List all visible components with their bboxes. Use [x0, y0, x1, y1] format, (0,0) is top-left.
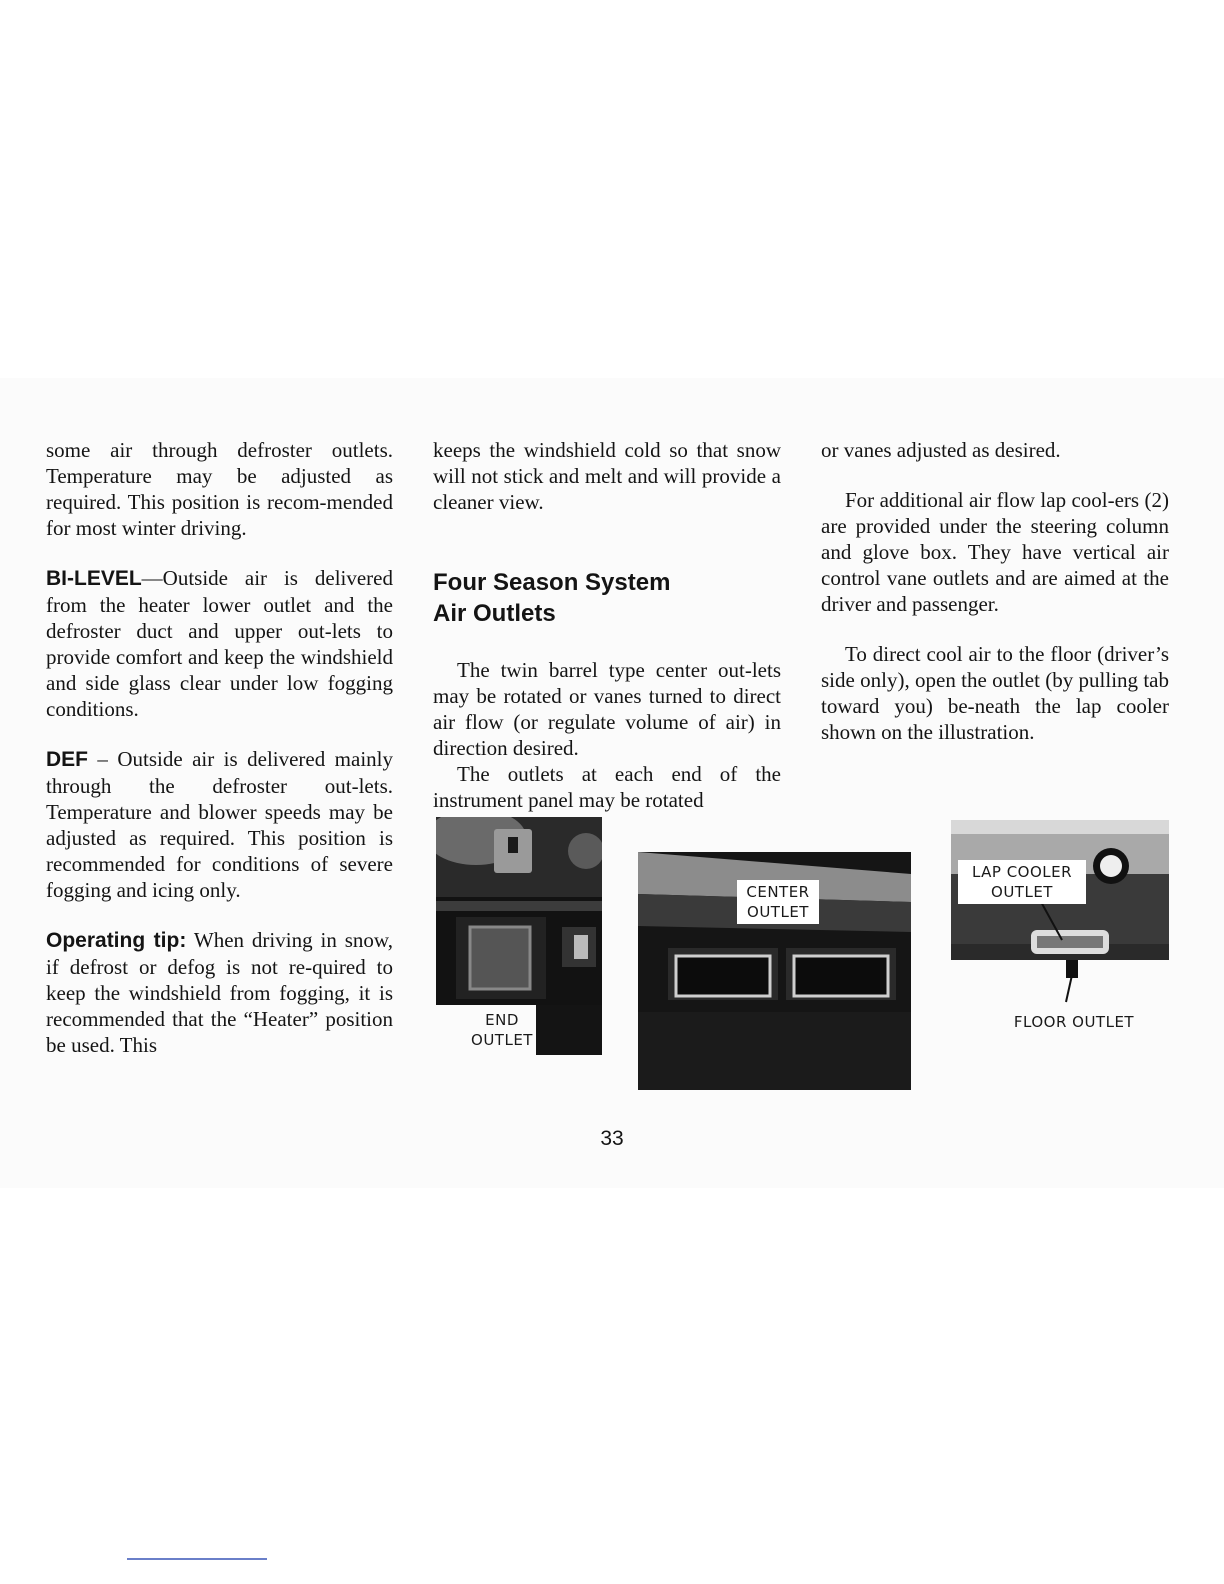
center-outlets-paragraph: The twin barrel type center out-lets may be rotated or vanes turned to direct air flow (or regulate volume of air) in direction desired. [433, 658, 781, 760]
def-term: DEF [46, 748, 88, 771]
end-outlet-label [462, 1010, 542, 1050]
end-outlets-paragraph: The outlets at each end of the instrument panel may be rotated [433, 762, 781, 812]
bilevel-term: BI-LEVEL [46, 567, 142, 590]
col2-paragraph: keeps the windshield cold so that snow will not stick and melt and will provide a cleaner view. [433, 438, 781, 514]
center-outlet-label-line-2: OUTLET [747, 903, 809, 921]
col1-paragraph: some air through defroster outlets. Temperature may be adjusted as required. This position is recom-mended for most winter driving. [46, 438, 393, 540]
floor-outlet-label: FLOOR OUTLET [1013, 1013, 1135, 1031]
operating-tip-term: Operating tip: [46, 929, 187, 952]
operating-tip-text: When driving in snow, if defrost or defog is not re-quired to keep the windshield from fogging, it is recommended that the “Heater” position be used. This [46, 928, 393, 1057]
lap-cooler-label [958, 860, 1086, 904]
lap-cooler-label-line-1: LAP COOLER [971, 863, 1073, 881]
section-heading [433, 567, 781, 629]
lap-coolers-paragraph: For additional air flow lap cool-ers (2) are provided under the steering column and glove box. They have vertical air control vane outlets and are aimed at the driver and passenger. [821, 488, 1169, 616]
column-3 [821, 437, 1169, 745]
center-outlet-label [737, 880, 819, 924]
floor-outlet-paragraph: To direct cool air to the floor (driver’s side only), open the outlet (by pulling tab toward you) be-neath the lap cooler shown on the illustration. [821, 642, 1169, 744]
column-2 [433, 437, 781, 813]
footer-rule [127, 1558, 267, 1560]
lap-cooler-label-line-2: OUTLET [991, 883, 1053, 901]
end-outlet-lower [536, 1005, 602, 1055]
end-outlet-label-line-1: END [485, 1011, 519, 1029]
def-paragraph [46, 746, 393, 903]
bilevel-paragraph [46, 565, 393, 722]
column-1 [46, 437, 393, 1058]
end-outlet-illustration [436, 817, 602, 1005]
center-outlet-label-line-1: CENTER [746, 883, 810, 901]
operating-tip-paragraph [46, 927, 393, 1058]
heading-line-2: Air Outlets [433, 600, 556, 627]
page-number: 33 [600, 1127, 624, 1150]
def-text: – Outside air is delivered mainly through the defroster out-lets. Temperature and blower speeds may be adjusted as required. This position is recommended for conditions of severe fogging and icing only. [46, 747, 393, 902]
end-outlet-photo [436, 817, 602, 1005]
end-outlet-label-line-2: OUTLET [471, 1031, 533, 1049]
bilevel-text: —Outside air is delivered from the heater lower outlet and the defroster duct and upper out-lets to provide comfort and keep the windshield and side glass clear under low fogging conditions. [46, 566, 393, 721]
leader-lines [1036, 890, 1096, 1010]
heading-line-1: Four Season System [433, 569, 671, 596]
col3-paragraph: or vanes adjusted as desired. [821, 438, 1061, 462]
